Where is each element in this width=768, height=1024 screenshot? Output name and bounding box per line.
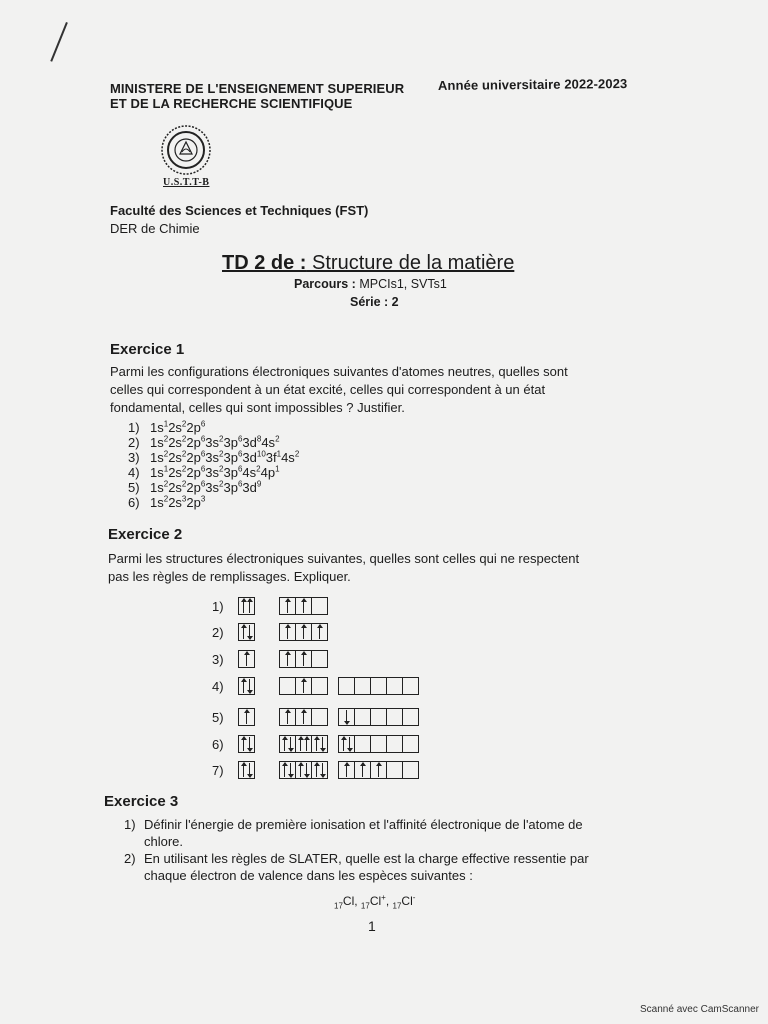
logo-caption: U.S.T.T-B	[163, 177, 210, 188]
exercice-2-statement	[108, 550, 648, 586]
configuration-number: 4)	[128, 465, 140, 480]
arrow-up-icon	[284, 763, 285, 777]
orbital-subshell	[279, 597, 328, 615]
orbital-box	[371, 762, 387, 778]
arrow-down-icon	[349, 737, 350, 751]
item-text: Définir l'énergie de première ionisation et l'affinité électronique de l'atome de	[144, 817, 583, 832]
orbital-box	[239, 736, 254, 752]
arrow-up-icon	[246, 710, 247, 724]
orbital-box	[280, 736, 296, 752]
orbital-box	[371, 709, 387, 725]
orbital-row	[212, 596, 338, 616]
orbital-box	[296, 598, 312, 614]
arrow-up-icon	[362, 763, 363, 777]
exercice-2-title: Exercice 2	[108, 526, 183, 543]
orbital-subshell	[238, 708, 255, 726]
arrow-down-icon	[346, 710, 347, 724]
exercice-1-line-1: Parmi les configurations électroniques suivantes d'atomes neutres, quelles sont	[110, 364, 568, 379]
parcours-label: Parcours :	[294, 277, 356, 291]
arrow-up-icon	[300, 763, 301, 777]
orbital-box	[339, 762, 355, 778]
orbital-box	[355, 762, 371, 778]
orbital-box	[312, 762, 327, 778]
orbital-subshell	[338, 708, 419, 726]
configuration-item: 6) $1s^22s^32p^3$	[128, 494, 206, 510]
orbital-row-number: 1)	[212, 598, 224, 614]
exercice-3-item-1	[124, 816, 644, 833]
serie: Série : 2	[350, 295, 399, 309]
parcours-value: MPCIs1, SVTs1	[355, 277, 447, 291]
university-logo	[160, 124, 212, 176]
arrow-up-icon	[243, 679, 244, 693]
arrow-up-icon	[243, 625, 244, 639]
orbital-box	[280, 598, 296, 614]
species-item: $_{17}$Cl,	[334, 894, 361, 911]
orbital-box	[296, 736, 312, 752]
arrow-up-icon	[303, 710, 304, 724]
arrow-down-icon	[249, 737, 250, 751]
arrow-up-icon	[343, 737, 344, 751]
arrow-up-icon	[246, 652, 247, 666]
species-item: $_{17}$Cl+,	[360, 893, 393, 911]
orbital-box	[371, 678, 387, 694]
configuration-item: 4) $1s^12s^22p^63s^23p^64s^24p^1$	[128, 464, 280, 480]
configuration-list	[128, 420, 299, 510]
orbital-subshell	[279, 761, 328, 779]
arrow-up-icon	[316, 763, 317, 777]
orbital-row	[212, 676, 429, 696]
orbital-box	[280, 651, 296, 667]
orbital-subshell	[238, 761, 255, 779]
exercice-1-line-3: fondamental, celles qui sont impossibles ? Justifier.	[110, 400, 405, 415]
configuration-item: 1) $1s^12s^22p^6$	[128, 419, 206, 435]
orbital-subshell	[238, 677, 255, 695]
parcours	[294, 277, 447, 291]
orbital-row	[212, 622, 338, 642]
orbital-row	[212, 760, 429, 780]
orbital-box	[296, 678, 312, 694]
orbital-box	[312, 709, 327, 725]
exercice-3-items	[124, 816, 644, 884]
faculty-name: Faculté des Sciences et Techniques (FST)	[110, 203, 369, 218]
arrow-down-icon	[249, 679, 250, 693]
orbital-subshell	[238, 650, 255, 668]
arrow-up-icon	[346, 763, 347, 777]
orbital-box	[296, 709, 312, 725]
pen-mark	[50, 22, 68, 62]
orbital-box	[239, 598, 254, 614]
department-name: DER de Chimie	[110, 221, 200, 236]
arrow-up-icon	[316, 737, 317, 751]
arrow-up-icon	[249, 599, 250, 613]
orbital-box	[239, 678, 254, 694]
orbital-subshell	[338, 761, 419, 779]
orbital-subshell	[338, 735, 419, 753]
arrow-up-icon	[243, 763, 244, 777]
orbital-row-number: 3)	[212, 651, 224, 667]
arrow-up-icon	[300, 737, 301, 751]
orbital-subshell	[279, 650, 328, 668]
arrow-up-icon	[243, 737, 244, 751]
arrow-down-icon	[322, 763, 323, 777]
scanner-footer: Scanné avec CamScanner	[640, 1004, 759, 1015]
exercice-3-item-1-cont: chlore.	[144, 834, 184, 849]
orbital-box	[387, 678, 403, 694]
orbital-box	[312, 651, 327, 667]
orbital-box	[239, 651, 254, 667]
orbital-box	[403, 736, 418, 752]
orbital-box	[312, 624, 327, 640]
orbital-box	[312, 678, 327, 694]
arrow-up-icon	[319, 625, 320, 639]
configuration-item: 2) $1s^22s^22p^63s^23p^63d^84s^2$	[128, 434, 280, 450]
configuration-item: 3) $1s^22s^22p^63s^23p^63d^{10}3f^14s^2$	[128, 449, 300, 465]
ministry-line-2: ET DE LA RECHERCHE SCIENTIFIQUE	[110, 96, 353, 111]
configuration-number: 1)	[128, 420, 140, 435]
arrow-down-icon	[290, 737, 291, 751]
orbital-subshell	[279, 735, 328, 753]
arrow-up-icon	[303, 625, 304, 639]
arrow-up-icon	[243, 599, 244, 613]
configuration-item: 5) $1s^22s^22p^63s^23p^63d^9$	[128, 479, 262, 495]
page-number: 1	[368, 918, 376, 934]
orbital-box	[403, 709, 418, 725]
document-title	[222, 252, 514, 275]
orbital-row	[212, 649, 338, 669]
item-text: En utilisant les règles de SLATER, quelle est la charge effective ressentie par	[144, 851, 589, 866]
orbital-row	[212, 707, 429, 727]
arrow-up-icon	[287, 710, 288, 724]
orbital-box	[280, 709, 296, 725]
orbital-box	[387, 736, 403, 752]
orbital-box	[387, 709, 403, 725]
orbital-box	[339, 736, 355, 752]
orbital-box	[312, 598, 327, 614]
orbital-subshell	[279, 623, 328, 641]
title-subject: Structure de la matière	[306, 252, 515, 274]
arrow-down-icon	[249, 763, 250, 777]
orbital-box	[296, 762, 312, 778]
arrow-down-icon	[322, 737, 323, 751]
exercice-3-title: Exercice 3	[104, 793, 179, 810]
arrow-up-icon	[284, 737, 285, 751]
orbital-subshell	[238, 597, 255, 615]
orbital-box	[355, 709, 371, 725]
orbital-row-number: 6)	[212, 736, 224, 752]
exercice-1-title: Exercice 1	[110, 341, 185, 358]
orbital-box	[403, 762, 418, 778]
title-prefix: TD 2 de :	[222, 252, 307, 274]
orbital-row	[212, 734, 429, 754]
orbital-box	[239, 762, 254, 778]
orbital-row-number: 4)	[212, 678, 224, 694]
academic-year: Année universitaire 2022-2023	[437, 76, 628, 93]
configuration-number: 6)	[128, 495, 140, 510]
orbital-subshell	[238, 735, 255, 753]
configuration-number: 5)	[128, 480, 140, 495]
ministry-line-1: MINISTERE DE L'ENSEIGNEMENT SUPERIEUR	[110, 81, 405, 96]
exercice-3-item-2	[124, 850, 644, 867]
exercice-1-statement	[110, 363, 650, 417]
orbital-subshell	[279, 677, 328, 695]
orbital-row-number: 2)	[212, 624, 224, 640]
orbital-box	[339, 678, 355, 694]
orbital-subshell	[238, 623, 255, 641]
arrow-up-icon	[306, 737, 307, 751]
arrow-down-icon	[249, 625, 250, 639]
orbital-row-number: 5)	[212, 709, 224, 725]
arrow-up-icon	[303, 652, 304, 666]
configuration-number: 2)	[128, 435, 140, 450]
exercice-2-line-1: Parmi les structures électroniques suivantes, quelles sont celles qui ne respectent	[108, 551, 580, 566]
arrow-up-icon	[287, 599, 288, 613]
exercice-3-item-2-cont: chaque électron de valence dans les espèces suivantes :	[144, 868, 473, 883]
arrow-up-icon	[303, 679, 304, 693]
orbital-subshell	[338, 677, 419, 695]
arrow-up-icon	[287, 625, 288, 639]
arrow-up-icon	[378, 763, 379, 777]
orbital-box	[355, 678, 371, 694]
exercice-2-line-2: pas les règles de remplissages. Expliquer.	[108, 569, 351, 584]
arrow-down-icon	[290, 763, 291, 777]
orbital-box	[280, 678, 296, 694]
arrow-up-icon	[287, 652, 288, 666]
orbital-box	[371, 736, 387, 752]
chemical-species	[334, 893, 415, 910]
orbital-subshell	[279, 708, 328, 726]
arrow-down-icon	[306, 763, 307, 777]
orbital-box	[339, 709, 355, 725]
configuration-number: 3)	[128, 450, 140, 465]
orbital-box	[239, 709, 254, 725]
orbital-box	[280, 624, 296, 640]
orbital-row-number: 7)	[212, 762, 224, 778]
item-number: 1)	[124, 817, 136, 832]
exercice-1-line-2: celles qui correspondent à un état excité, celles qui correspondent à un état	[110, 382, 546, 397]
orbital-box	[296, 624, 312, 640]
arrow-up-icon	[303, 599, 304, 613]
orbital-box	[239, 624, 254, 640]
orbital-box	[296, 651, 312, 667]
orbital-box	[403, 678, 418, 694]
orbital-box	[312, 736, 327, 752]
orbital-box	[355, 736, 371, 752]
species-item: $_{17}$Cl-	[392, 893, 416, 911]
orbital-box	[387, 762, 403, 778]
orbital-box	[280, 762, 296, 778]
item-number: 2)	[124, 851, 136, 866]
